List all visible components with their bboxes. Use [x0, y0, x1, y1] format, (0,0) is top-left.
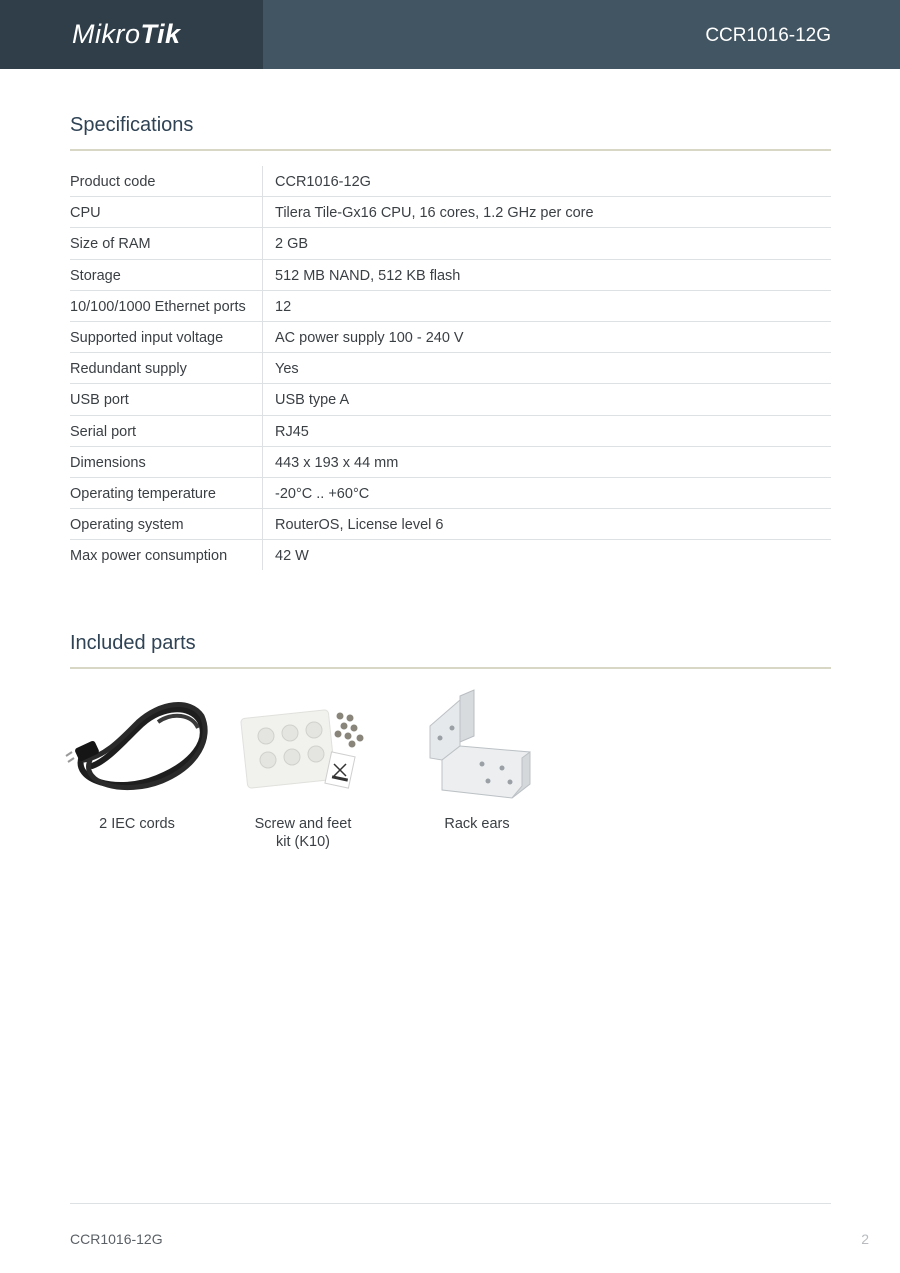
footer-divider: [70, 1203, 831, 1204]
spec-label: Operating system: [70, 509, 263, 539]
spec-value: 2 GB: [275, 236, 309, 253]
table-row: [70, 260, 831, 291]
spec-value: 512 MB NAND, 512 KB flash: [275, 267, 461, 284]
spec-value: USB type A: [275, 392, 350, 409]
logo-text-tik: Tik: [140, 19, 181, 49]
part-rack-ears: [402, 686, 552, 832]
table-row: [70, 353, 831, 384]
footer-product-name: CCR1016-12G: [70, 1231, 163, 1247]
table-row: [70, 197, 831, 228]
specifications-divider: [70, 149, 831, 151]
spec-label: Product code: [70, 166, 263, 196]
spec-value: CCR1016-12G: [275, 174, 371, 190]
part-label-line: Rack ears: [444, 816, 510, 832]
spec-value: RJ45: [275, 423, 309, 440]
part-screw-feet-kit: [228, 686, 378, 850]
power-cord-image: [62, 686, 212, 801]
spec-label: Supported input voltage: [70, 322, 263, 352]
header-product-title: CCR1016-12G: [705, 25, 831, 46]
included-parts-heading: Included parts: [70, 632, 196, 654]
table-row: [70, 447, 831, 478]
spec-value: -20°C .. +60°C: [275, 485, 370, 502]
table-row: [70, 291, 831, 322]
spec-label: Redundant supply: [70, 353, 263, 383]
spec-label: Serial port: [70, 416, 263, 446]
spec-label: Operating temperature: [70, 478, 263, 508]
specifications-table: [70, 166, 831, 570]
rack-ears-image: [402, 686, 552, 801]
table-row: [70, 322, 831, 353]
spec-label: USB port: [70, 384, 263, 414]
spec-value: Tilera Tile-Gx16 CPU, 16 cores, 1.2 GHz per core: [275, 205, 594, 222]
table-row: [70, 540, 831, 570]
spec-value: 443 x 193 x 44 mm: [275, 454, 399, 471]
part-label: [402, 815, 552, 833]
part-label-line: kit (K10): [276, 834, 330, 850]
logo-container: [0, 0, 263, 69]
spec-label: Storage: [70, 260, 263, 290]
spec-value: Yes: [275, 361, 299, 378]
mikrotik-logo: [72, 17, 181, 51]
table-row: [70, 166, 831, 197]
spec-label: Size of RAM: [70, 228, 263, 258]
spec-label: CPU: [70, 197, 263, 227]
spec-label: 10/100/1000 Ethernet ports: [70, 291, 263, 321]
page-number: 2: [861, 1231, 869, 1247]
table-row: [70, 416, 831, 447]
spec-label: Max power consumption: [70, 540, 263, 570]
specifications-heading: Specifications: [70, 114, 194, 136]
part-label-line: Screw and feet: [254, 816, 352, 832]
table-row: [70, 384, 831, 415]
spec-label: Dimensions: [70, 447, 263, 477]
logo-text-mikro: Mikro: [72, 19, 141, 49]
part-label-line: 2 IEC cords: [99, 816, 175, 832]
spec-value: 12: [275, 298, 292, 315]
screw-kit-image: [228, 686, 378, 801]
table-row: [70, 478, 831, 509]
table-row: [70, 509, 831, 540]
part-label: [62, 815, 212, 833]
spec-value: 42 W: [275, 548, 309, 565]
part-label: [228, 815, 378, 851]
table-row: [70, 228, 831, 259]
included-parts-divider: [70, 667, 831, 669]
spec-value: AC power supply 100 - 240 V: [275, 329, 464, 346]
page-header: [0, 0, 900, 69]
part-iec-cords: [62, 686, 212, 832]
spec-value: RouterOS, License level 6: [275, 517, 444, 534]
